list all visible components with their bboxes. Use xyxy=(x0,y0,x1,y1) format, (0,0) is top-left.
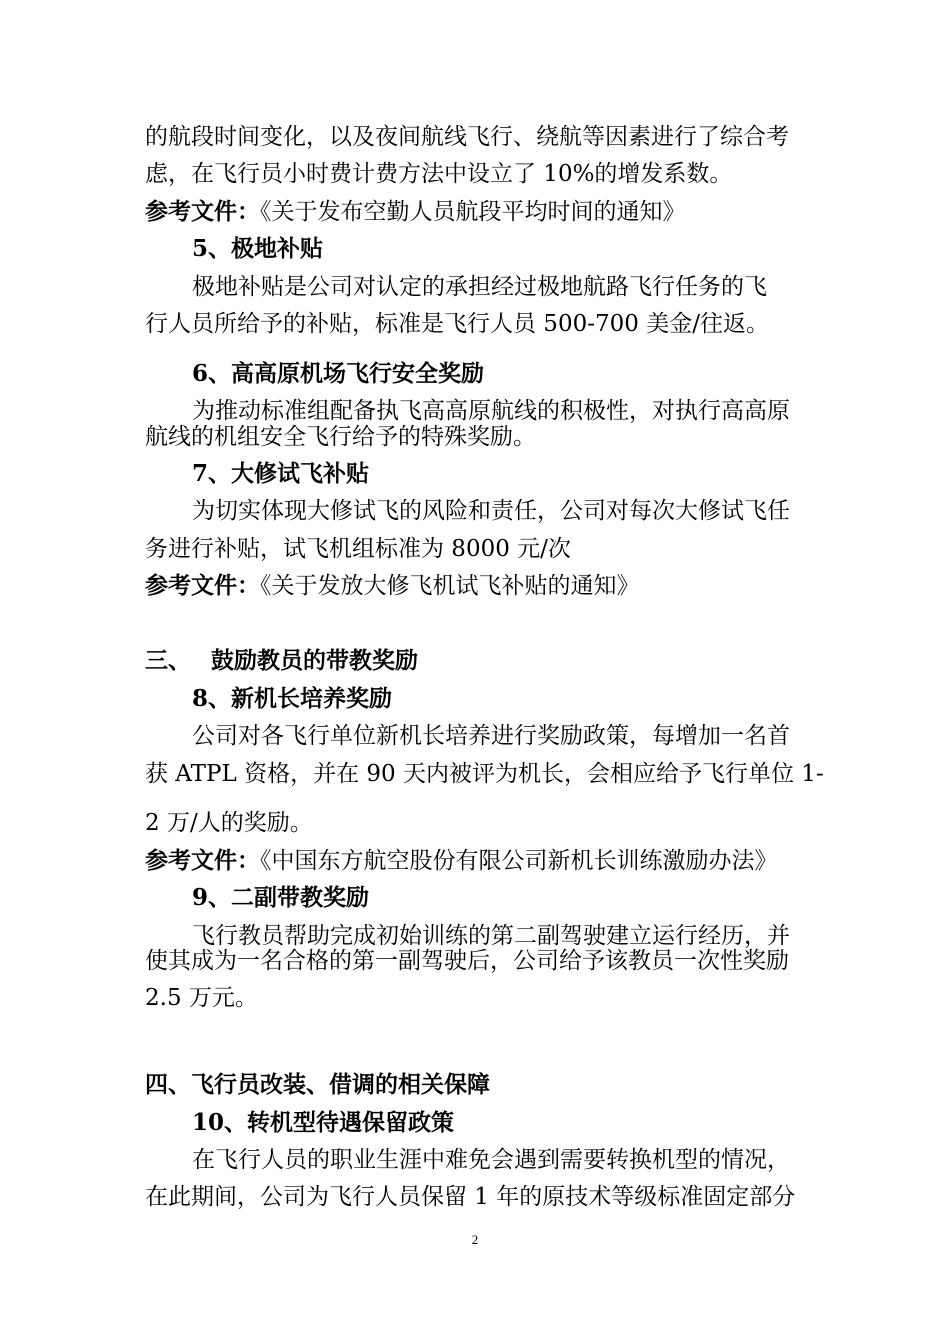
paragraph-line: 极地补贴是公司对认定的承担经过极地航路飞行任务的飞 xyxy=(192,274,767,300)
heading-9: 9、二副带教奖励 xyxy=(192,884,370,911)
heading-10: 10、转机型待遇保留政策 xyxy=(192,1109,455,1136)
paragraph-line: 为切实体现大修试飞的风险和责任，公司对每次大修试飞任 xyxy=(192,498,790,524)
reference-line xyxy=(145,197,686,227)
heading-5: 5、极地补贴 xyxy=(192,235,324,262)
paragraph-line: 飞行教员帮助完成初始训练的第二副驾驶建立运行经历，并 xyxy=(192,923,790,949)
paragraph-line: 务进行补贴，试飞机组标准为 8000 元/次 xyxy=(145,536,571,562)
reference-title: 《关于发放大修飞机试飞补贴的通知》 xyxy=(260,573,640,599)
paragraph-line: 在此期间，公司为飞行人员保留 1 年的原技术等级标准固定部分 xyxy=(145,1184,796,1210)
paragraph-line: 行人员所给予的补贴，标准是飞行人员 500-700 美金/往返。 xyxy=(145,311,769,337)
paragraph-line: 公司对各飞行单位新机长培养进行奖励政策，每增加一名首 xyxy=(192,723,790,749)
paragraph-line: 虑，在飞行员小时费计费方法中设立了 10%的增发系数。 xyxy=(145,161,733,187)
paragraph-line: 使其成为一名合格的第一副驾驶后，公司给予该教员一次性奖励 xyxy=(145,948,789,974)
reference-line xyxy=(145,571,640,601)
paragraph-line: 的航段时间变化，以及夜间航线飞行、绕航等因素进行了综合考 xyxy=(145,124,789,150)
page-number: 2 xyxy=(471,1232,479,1247)
paragraph-line: 在飞行人员的职业生涯中难免会遇到需要转换机型的情况， xyxy=(192,1147,790,1173)
paragraph-line: 航线的机组安全飞行给予的特殊奖励。 xyxy=(145,424,536,450)
paragraph-line: 获 ATPL 资格，并在 90 天内被评为机长，会相应给予飞行单位 1- xyxy=(145,761,824,787)
reference-label: 参考文件： xyxy=(145,847,260,874)
reference-label: 参考文件： xyxy=(145,572,260,599)
reference-line xyxy=(145,846,778,876)
reference-label: 参考文件： xyxy=(145,198,260,225)
reference-title: 《关于发布空勤人员航段平均时间的通知》 xyxy=(260,199,686,225)
section-heading-3-number: 三、 xyxy=(145,647,191,674)
heading-7: 7、大修试飞补贴 xyxy=(192,460,370,487)
paragraph-line: 2 万/人的奖励。 xyxy=(145,810,313,836)
reference-title: 《中国东方航空股份有限公司新机长训练激励办法》 xyxy=(260,848,778,874)
heading-6: 6、高高原机场飞行安全奖励 xyxy=(192,360,485,387)
section-heading-3-title: 鼓励教员的带教奖励 xyxy=(211,647,418,674)
heading-8: 8、新机长培养奖励 xyxy=(192,685,393,712)
paragraph-line: 2.5 万元。 xyxy=(145,985,258,1011)
section-heading-4: 四、飞行员改装、借调的相关保障 xyxy=(145,1071,490,1098)
paragraph-line: 为推动标准组配备执飞高高原航线的积极性，对执行高高原 xyxy=(192,398,790,424)
